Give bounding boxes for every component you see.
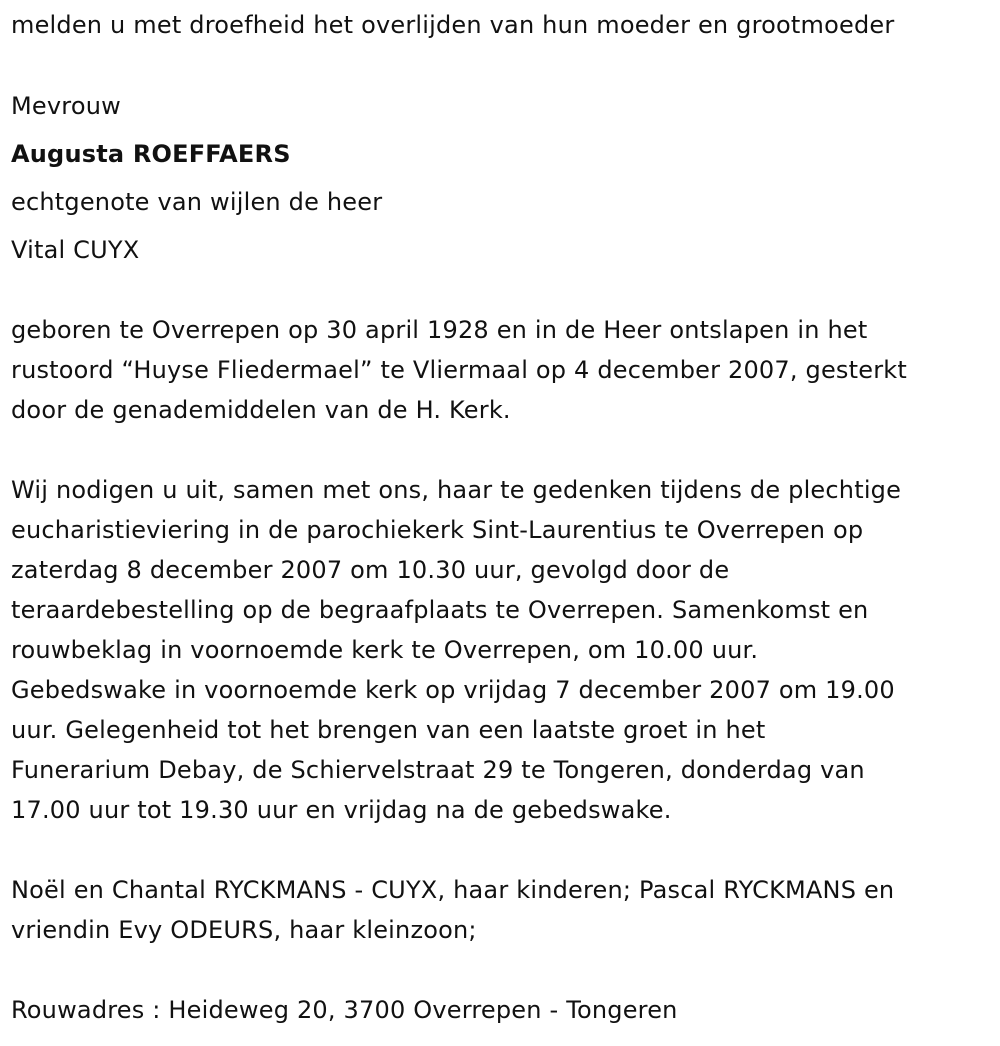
service-line: zaterdag 8 december 2007 om 10.30 uur, gevolgd door de bbox=[11, 556, 730, 584]
deceased-title: Mevrouw bbox=[11, 92, 121, 120]
family-line: Noël en Chantal RYCKMANS - CUYX, haar kinderen; Pascal RYCKMANS en bbox=[11, 876, 895, 904]
service-line: Gebedswake in voornoemde kerk op vrijdag 7 december 2007 om 19.00 bbox=[11, 676, 895, 704]
service-line: eucharistieviering in de parochiekerk Sint-Laurentius te Overrepen op bbox=[11, 516, 864, 544]
service-line: uur. Gelegenheid tot het brengen van een laatste groet in het bbox=[11, 716, 766, 744]
service-line: Funerarium Debay, de Schiervelstraat 29 te Tongeren, donderdag van bbox=[11, 756, 865, 784]
deceased-name: Augusta ROEFFAERS bbox=[11, 140, 291, 168]
deceased-relation: echtgenote van wijlen de heer bbox=[11, 188, 383, 216]
service-line: 17.00 uur tot 19.30 uur en vrijdag na de gebedswake. bbox=[11, 796, 672, 824]
birth-death-line: door de genademiddelen van de H. Kerk. bbox=[11, 396, 511, 424]
deceased-spouse: Vital CUYX bbox=[11, 236, 140, 264]
service-line: rouwbeklag in voornoemde kerk te Overrepen, om 10.00 uur. bbox=[11, 636, 759, 664]
family-line: vriendin Evy ODEURS, haar kleinzoon; bbox=[11, 916, 477, 944]
birth-death-line: rustoord “Huyse Fliedermael” te Vliermaal op 4 december 2007, gesterkt bbox=[11, 356, 907, 384]
service-line: Wij nodigen u uit, samen met ons, haar te gedenken tijdens de plechtige bbox=[11, 476, 902, 504]
intro-text: melden u met droefheid het overlijden van hun moeder en grootmoeder bbox=[11, 11, 895, 39]
service-line: teraardebestelling op de begraafplaats te Overrepen. Samenkomst en bbox=[11, 596, 869, 624]
birth-death-line: geboren te Overrepen op 30 april 1928 en in de Heer ontslapen in het bbox=[11, 316, 868, 344]
mourning-address: Rouwadres : Heideweg 20, 3700 Overrepen - Tongeren bbox=[11, 996, 678, 1024]
